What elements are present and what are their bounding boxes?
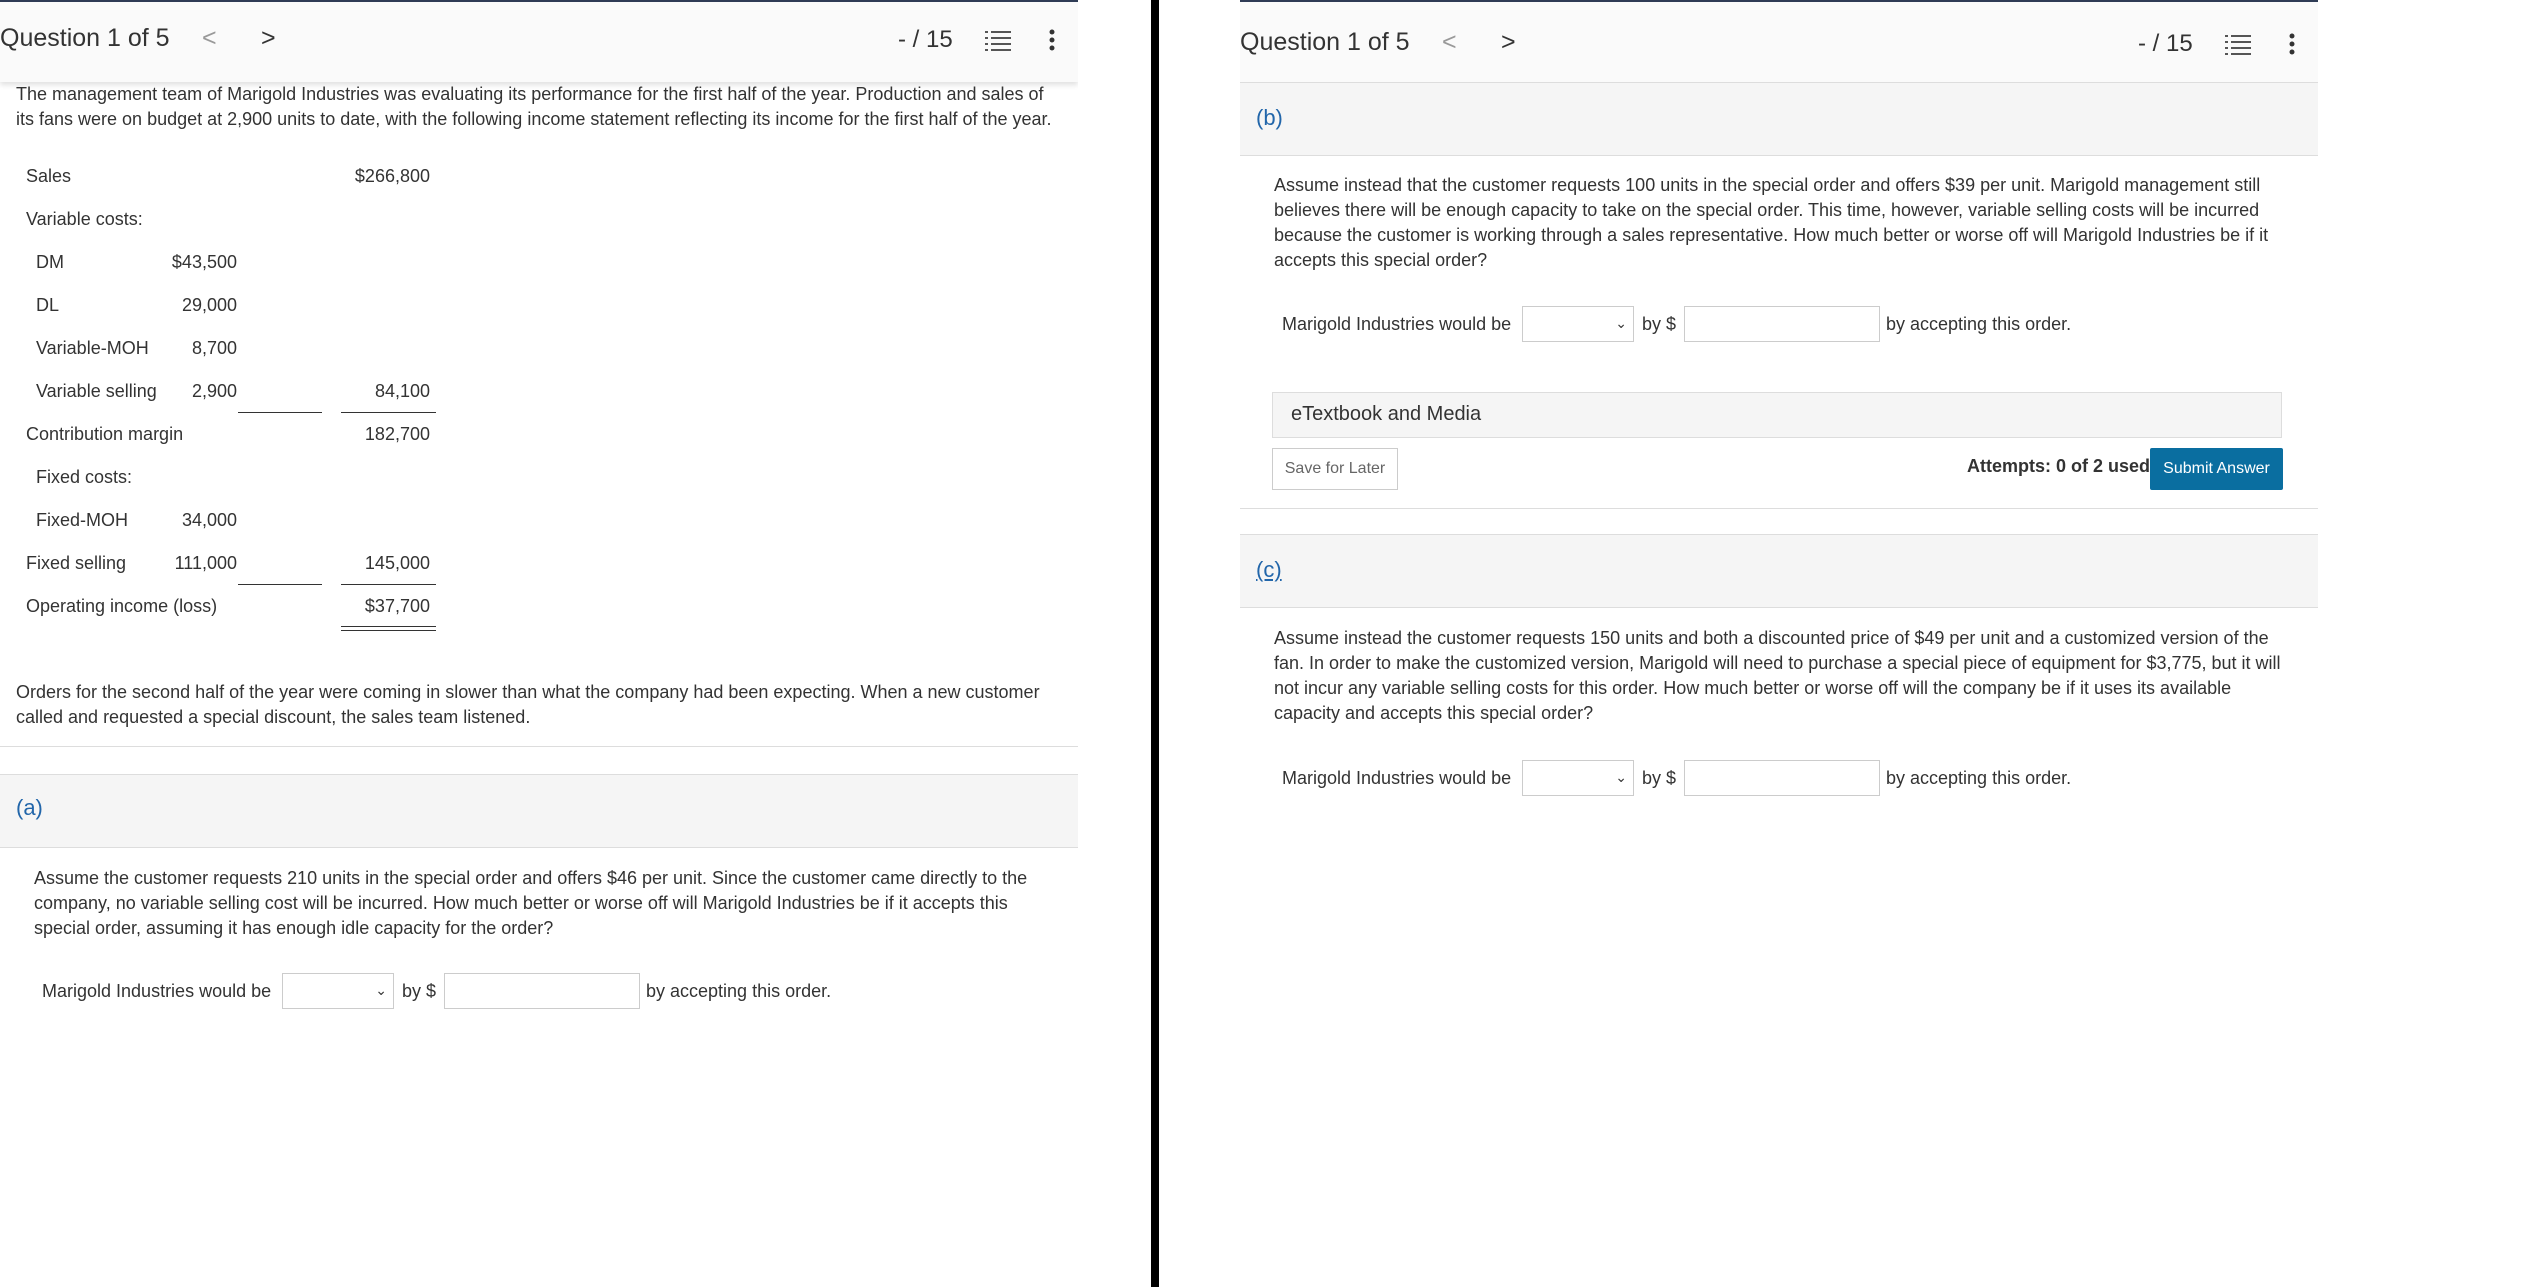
table-row	[0, 381, 460, 424]
answer-suffix: by accepting this order.	[1886, 768, 2072, 788]
table-row	[0, 467, 460, 510]
more-vertical-icon[interactable]	[2277, 26, 2307, 62]
question-title: Question 1 of 5	[0, 24, 170, 52]
underline	[341, 412, 436, 413]
row-value-col2: $37,700	[364, 596, 430, 616]
row-label: DM	[36, 252, 64, 272]
double-underline	[341, 630, 436, 631]
row-value-col1: 8,700	[191, 338, 237, 358]
by-dollar-label: by $	[1642, 314, 1677, 334]
row-label: Fixed-MOH	[36, 510, 129, 530]
part-c-label[interactable]: (c)	[1256, 557, 1282, 582]
part-b-label: (b)	[1256, 105, 1283, 130]
part-b-answer-row	[1282, 306, 2082, 344]
chevron-left-icon[interactable]: <	[202, 24, 217, 52]
double-underline	[341, 626, 436, 627]
better-worse-select[interactable]	[1522, 306, 1634, 342]
row-value-col2: 182,700	[364, 424, 430, 444]
row-value-col1: 111,000	[174, 553, 237, 573]
amount-input[interactable]	[444, 973, 640, 1009]
table-row	[0, 553, 460, 596]
table-row	[0, 209, 460, 252]
row-label: Variable selling	[36, 381, 157, 401]
row-label: Operating income (loss)	[26, 596, 218, 616]
part-a-answer-row	[42, 973, 842, 1011]
table-row	[0, 166, 460, 209]
table-row	[0, 424, 460, 467]
submit-answer-button[interactable]: Submit Answer	[2150, 448, 2283, 490]
list-icon[interactable]	[2223, 26, 2253, 62]
answer-prefix: Marigold Industries would be	[1282, 314, 1512, 334]
row-value-col2: 84,100	[374, 381, 430, 401]
row-label: Fixed costs:	[36, 467, 133, 487]
underline	[341, 584, 436, 585]
table-row	[0, 252, 460, 295]
divider-line	[1240, 508, 2318, 509]
answer-prefix: Marigold Industries would be	[42, 981, 272, 1001]
chevron-down-icon: ⌄	[375, 982, 387, 998]
row-value-col1: $43,500	[171, 252, 237, 272]
table-row	[0, 596, 460, 639]
row-label: DL	[36, 295, 60, 315]
row-label: Variable-MOH	[36, 338, 149, 358]
row-value-col1: 29,000	[181, 295, 237, 315]
score-display: - / 15	[2138, 30, 2193, 57]
part-c-header	[1240, 534, 2318, 608]
intro-paragraph: The management team of Marigold Industries was evaluating its performance for the first half of the year. Production and sales of its fans were on budget at 2,900 units to date, with the following income statement reflecting its income for the first half of the year.	[16, 84, 1052, 129]
table-row	[0, 295, 460, 338]
underline	[238, 412, 322, 413]
row-label: Contribution margin	[26, 424, 184, 444]
answer-suffix: by accepting this order.	[1886, 314, 2072, 334]
table-row	[0, 338, 460, 381]
right-panel	[1240, 0, 2318, 1287]
row-label: Sales	[26, 166, 72, 186]
chevron-left-icon[interactable]: <	[1442, 28, 1457, 56]
row-value-col1: 34,000	[181, 510, 237, 530]
panel-divider	[1151, 0, 1159, 1287]
question-header	[1240, 0, 2318, 84]
list-icon[interactable]	[983, 22, 1013, 58]
row-label: Variable costs:	[26, 209, 143, 229]
save-for-later-button[interactable]: Save for Later	[1272, 448, 1398, 490]
income-statement-table	[0, 160, 460, 640]
answer-suffix: by accepting this order.	[646, 981, 832, 1001]
underline	[238, 584, 322, 585]
question-title: Question 1 of 5	[1240, 28, 1410, 56]
chevron-right-icon[interactable]: >	[261, 24, 276, 52]
by-dollar-label: by $	[402, 981, 437, 1001]
part-b-header	[1240, 82, 2318, 156]
chevron-down-icon: ⌄	[1615, 315, 1627, 331]
part-c-question: Assume instead the customer requests 150 units and both a discounted price of $49 per unit and a customized version of the fan. In order to make the customized version, Marigold will need to purchase a special piece of equipment for $3,775, but it will not incur any variable selling costs for this order. How much better or worse off will the company be if it uses its available capacity and accepts this special order?	[1274, 628, 2281, 723]
row-value-col2: $266,800	[354, 166, 430, 186]
row-label: Fixed selling	[26, 553, 127, 573]
chevron-right-icon[interactable]: >	[1501, 28, 1516, 56]
by-dollar-label: by $	[1642, 768, 1677, 788]
score-display: - / 15	[898, 26, 953, 53]
more-vertical-icon[interactable]	[1037, 22, 1067, 58]
left-panel	[0, 0, 1078, 1287]
part-a-header	[0, 774, 1078, 848]
etextbook-media-link[interactable]: eTextbook and Media	[1272, 392, 2282, 438]
answer-prefix: Marigold Industries would be	[1282, 768, 1512, 788]
better-worse-select[interactable]	[282, 973, 394, 1009]
row-value-col1: 2,900	[191, 381, 237, 401]
part-c-answer-row	[1282, 760, 2082, 798]
table-row	[0, 510, 460, 553]
chevron-down-icon: ⌄	[1615, 769, 1627, 785]
part-a-question: Assume the customer requests 210 units in the special order and offers $46 per unit. Since the customer came directly to the company, no variable selling cost will be incurred. How much better or worse off will Marigold Industries be if it accepts this special order, assuming it has enough idle capacity for the order?	[34, 868, 1028, 938]
divider-line	[0, 746, 1078, 747]
part-a-label: (a)	[16, 795, 43, 820]
amount-input[interactable]	[1684, 306, 1880, 342]
amount-input[interactable]	[1684, 760, 1880, 796]
part-b-question: Assume instead that the customer requests 100 units in the special order and offers $39 per unit. Marigold management still believes there will be enough capacity to take on the special order. This time, however, variable selling costs will be incurred because the customer is working through a sales representative. How much better or worse off will Marigold Industries be if it accepts this special order?	[1274, 175, 2269, 270]
followup-paragraph: Orders for the second half of the year were coming in slower than what the company had been expecting. When a new customer called and requested a special discount, the sales team listened.	[16, 682, 1040, 727]
question-header	[0, 0, 1078, 82]
attempts-count: Attempts: 0 of 2 used	[1967, 456, 2151, 476]
better-worse-select[interactable]	[1522, 760, 1634, 796]
row-value-col2: 145,000	[364, 553, 430, 573]
